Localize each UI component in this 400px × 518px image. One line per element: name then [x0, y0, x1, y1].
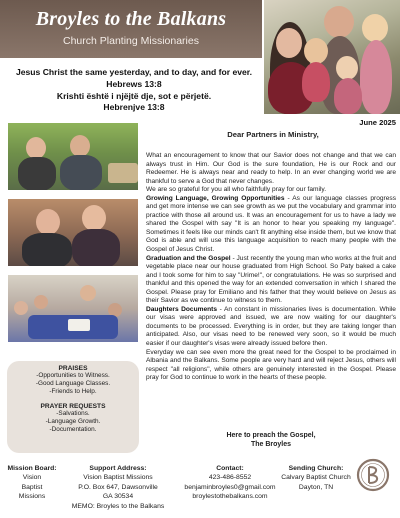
praise-item: -Good Language Classes. [35, 380, 111, 388]
newsletter-date: June 2025 [359, 118, 396, 127]
website-link[interactable]: broylestothebalkans.com [192, 493, 268, 501]
footer [0, 463, 400, 518]
footer-label: Mission Board: [7, 465, 57, 472]
heading-documents: Daughters Documents [146, 305, 218, 313]
paragraph-thanks: We are so grateful for you all who faithfully pray for our family. [146, 186, 327, 194]
paragraph-graduation: Graduation and the Gospel - Just recently the young man who works at the fruit and vegetable place near our house graduated from High School. So Paty baked a cake and I took some for him to say "Urime!", or congratulations. He was so surprised and thankful and this opened the way for an extended conversation in which I shared the Gospel. Please pray for Emiliano and his father that they would believe on Jesus as their Savior as we continue to witness to them. [146, 254, 396, 305]
footer-support-address: Support Address: Vision Baptist Missions P.O. Box 647, Dawsonville GA 30534 MEMO: Broyles to the Balkans [58, 464, 178, 511]
verse-english: Jesus Christ the same yesterday, and to day, and for ever. [15, 67, 253, 77]
praises-prayer-box [7, 361, 139, 453]
closing-line: Here to preach the Gospel, [226, 432, 316, 439]
paragraph-language: Growing Language, Growing Opportunities - As our language classes progress and get more intense we can see growth as we put the vocabulary and grammar into practice with those all around us. It was an encouragement for us to have a lady we shared the Gospel with say "It is an honor to hear you speaking my language". Sometimes it feels like our minds can't fit anything else inside them, but we know that God is able and will use this language acquisition to reach many people with the Gospel of Jesus Christ. [146, 194, 397, 254]
praise-item: -Opportunities to Witness. [36, 372, 110, 379]
footer-mission-board: Mission Board: Vision Baptist Missions [2, 464, 62, 502]
photo-class-group [8, 275, 138, 342]
verse-albanian-ref: Hebrenjve 13:8 [103, 102, 165, 113]
praises-heading: PRAISES [58, 365, 88, 372]
family-photo [264, 0, 400, 114]
photo-two-women [8, 199, 138, 266]
email-link[interactable]: benjaminbroyles0@gmail.com [184, 483, 276, 491]
salutation: Dear Partners in Ministry, [227, 130, 319, 139]
paragraph-documents: Daughters Documents - An constant in missionaries lives is documentation. While our visas were approved and issued, we are now waiting for our daughter's documents to be processed. Everything is in order, but they are taking longer than anticipated. Also, our visas need to be renewed very soon, so it would be much easier if our daughter's visas were already issued before then. [146, 305, 396, 348]
praise-item: -Friends to Help. [49, 388, 97, 396]
footer-label: Contact: [216, 465, 244, 472]
verse-english-ref: Hebrews 13:8 [106, 78, 162, 89]
verse-albanian: Krishti është i njëjtë dje, sot e përjetë. [56, 90, 212, 101]
prayer-requests-heading: PRAYER REQUESTS [40, 402, 106, 410]
broyles-logo-icon [356, 458, 390, 492]
bible-verse [6, 67, 262, 114]
prayer-request-item: -Salvations. [56, 409, 90, 417]
closing [146, 431, 396, 449]
photo-two-men [8, 123, 138, 190]
paragraph-intro: What an encouragement to know that our Savior does not change and that we can always trust in Him. Our God is the sure foundation, He is our Rock and our Redeemer. He is always near and ready to help. In an ever changing world we are thankful to serve a God that never changes. [146, 152, 396, 185]
footer-label: Sending Church: [288, 465, 344, 472]
prayer-request-item: -Documentation. [49, 426, 97, 434]
newsletter-subtitle: Church Planting Missionaries [63, 35, 199, 47]
phone-number[interactable]: 423-486-8552 [208, 474, 252, 482]
footer-label: Support Address: [89, 465, 147, 472]
letter-body [146, 152, 396, 383]
signature: The Broyles [250, 441, 292, 449]
paragraph-need: Everyday we can see even more the great need for the Gospel to be proclaimed in Albania and the Balkans. Some people are very hard and will reject Jesus, others will respect "all religions", while others are genuinely interested in the Gospel. Please pray for God to continue to work in the hearts of these people. [146, 348, 396, 382]
footer-sending-church: Sending Church: Calvary Baptist Church Dayton, TN [264, 464, 368, 492]
heading-graduation: Graduation and the Gospel [146, 254, 231, 262]
newsletter-title: Broyles to the Balkans [35, 8, 227, 30]
prayer-request-item: -Language Growth. [45, 417, 101, 425]
heading-language: Growing Language, Growing Opportunities [146, 194, 285, 202]
